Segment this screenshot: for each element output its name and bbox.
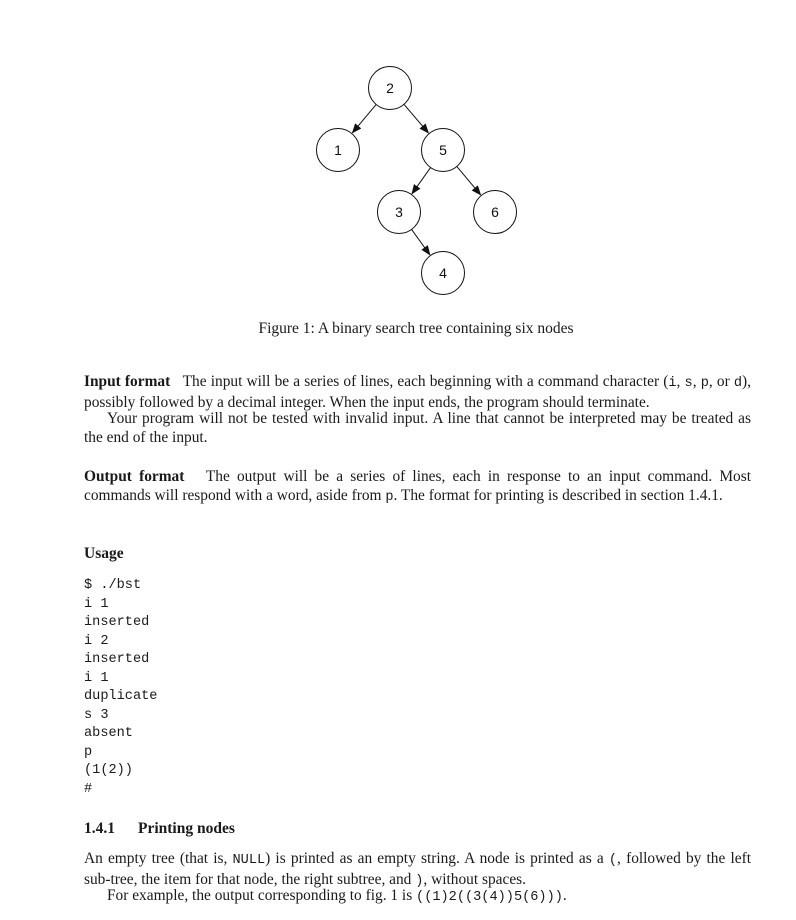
usage-line: p bbox=[84, 744, 93, 760]
printing-paragraph-2: For example, the output corresponding to fig. 1 is ((1)2((3(4))5(6))). bbox=[107, 887, 567, 905]
usage-line: i 1 bbox=[84, 670, 109, 686]
usage-line: $ ./bst bbox=[84, 578, 142, 593]
tree-node-label: 4 bbox=[439, 265, 447, 281]
tree-edge-n2-n5 bbox=[404, 104, 428, 133]
usage-line: duplicate bbox=[84, 689, 158, 704]
tree-edge-n2-n1 bbox=[352, 104, 376, 132]
tree-node-label: 3 bbox=[395, 204, 403, 220]
usage-code-block bbox=[84, 577, 157, 799]
tree-node-label: 2 bbox=[386, 80, 394, 96]
figure-caption: Figure 1: A binary search tree containing six nodes bbox=[258, 320, 574, 337]
section-number: 1.4.1 bbox=[84, 820, 115, 837]
input-format-paragraph-2: Your program will not be tested with invalid input. A line that cannot be interpreted may be treated as the end of the input. bbox=[84, 410, 751, 446]
tree-edge-n5-n6 bbox=[457, 166, 481, 194]
usage-line: i 2 bbox=[84, 633, 109, 649]
usage-line: inserted bbox=[84, 652, 150, 667]
section-title: Printing nodes bbox=[138, 820, 235, 837]
tree-node-label: 5 bbox=[439, 142, 447, 158]
input-format-heading: Input format bbox=[84, 373, 171, 390]
usage-line: # bbox=[84, 781, 93, 797]
bst-figure bbox=[0, 0, 796, 310]
usage-line: i 1 bbox=[84, 596, 109, 612]
output-format-heading: Output format bbox=[84, 468, 185, 485]
tree-node-label: 1 bbox=[334, 142, 342, 158]
tree-edge-n3-n4 bbox=[412, 229, 430, 254]
usage-line: inserted bbox=[84, 615, 150, 630]
output-format-paragraph: Output format The output will be a series of lines, each in response to an input command. Most commands will respond with a word, aside from p. The format for printing is described in section 1.4.1. bbox=[84, 468, 751, 505]
tree-node-label: 6 bbox=[491, 204, 499, 220]
usage-line: absent bbox=[84, 726, 133, 741]
tree-edge-n5-n3 bbox=[412, 168, 431, 194]
usage-line: s 3 bbox=[84, 707, 109, 723]
printing-paragraph-1: An empty tree (that is, NULL) is printed as an empty string. A node is printed as a (, followed by the left sub-tree, the item for that node, the right subtree, and ), without spaces. bbox=[84, 850, 751, 889]
input-format-paragraph: Input format The input will be a series of lines, each beginning with a command character (i, s, p, or d), possibly followed by a decimal integer. When the input ends, the program should terminate. bbox=[84, 373, 751, 411]
usage-heading: Usage bbox=[84, 545, 124, 562]
section-heading bbox=[84, 820, 235, 838]
usage-line: (1(2)) bbox=[84, 763, 133, 778]
